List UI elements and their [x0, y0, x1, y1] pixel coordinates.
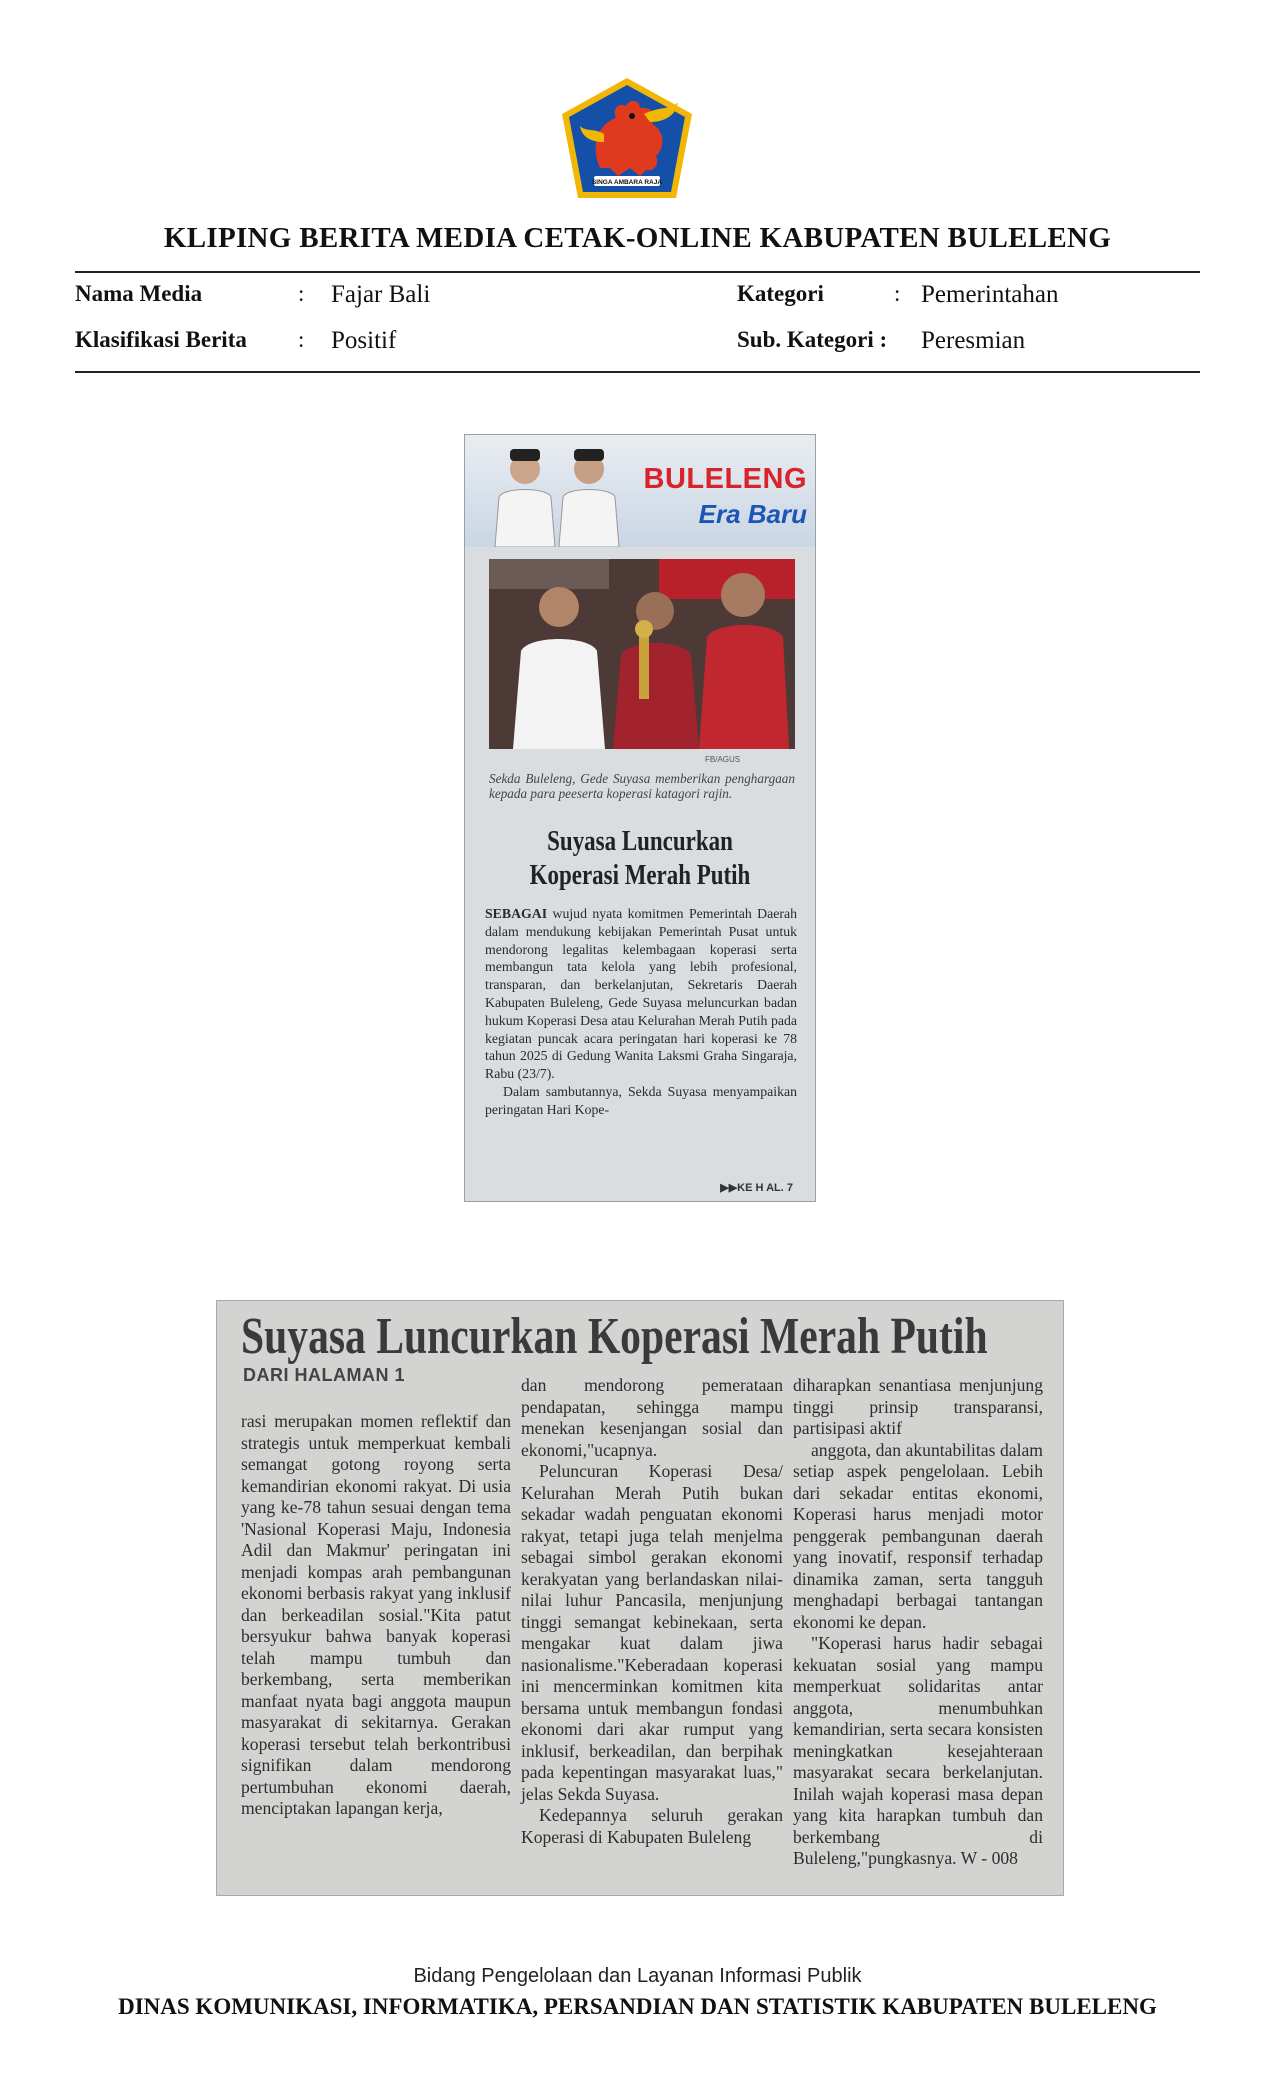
- lead-word: SEBAGAI: [485, 906, 548, 921]
- photo-credit: FB/AGUS: [705, 755, 741, 764]
- continued-indicator: ▶▶KE H AL. 7: [720, 1182, 793, 1194]
- regency-logo: [560, 76, 694, 200]
- header-divider-top: [75, 271, 1200, 273]
- officials-portrait: [483, 435, 633, 547]
- media-value: Fajar Bali: [331, 281, 431, 308]
- article-paragraph: Dalam sambutannya, Sekda Suyasa menyampaikan peringatan Hari Kope-: [485, 1083, 797, 1117]
- article-column-3: [793, 1375, 1043, 1870]
- article-paragraph: Peluncuran Koperasi Desa/ Kelurahan Merah Putih bukan sekadar wadah penguatan ekonomi rakyat, tetapi juga telah menjelma sebagai simbol gerakan ekonomi kerakyatan yang berlandaskan nilai-nilai luhur Pancasila, menjunjung tinggi semangat kebinekaan, serta mengakar kuat dalam jiwa nasionalisme."Keberadaan koperasi ini mencerminkan komitmen kita bersama untuk membangun fondasi ekonomi dari akar rumput yang inklusif, berkeadilan, dan berpihak pada kepentingan masyarakat luas," jelas Sekda Suyasa.: [521, 1461, 783, 1804]
- category-colon: :: [894, 281, 901, 306]
- section-brand-subtitle: Era Baru: [698, 499, 807, 529]
- footer-division: Bidang Pengelolaan dan Layanan Informasi Publik: [413, 1965, 862, 1987]
- footer-agency: DINAS KOMUNIKASI, INFORMATIKA, PERSANDIAN DAN STATISTIK KABUPATEN BULELENG: [118, 1994, 1157, 2019]
- media-label: Nama Media: [75, 281, 203, 306]
- article-column-2: [521, 1375, 783, 1848]
- subcategory-value: Peresmian: [921, 327, 1026, 354]
- header-divider-bottom: [75, 371, 1200, 373]
- paragraph-text: wujud nyata komitmen Pemerintah Daerah dalam mendukung kebijakan Pemerintah Pusat untuk mendorong legalitas kelembagaan koperasi serta membangun tata kelola yang lebih profesional, transparan, dan berkelanjutan, Sekretaris Daerah Kabupaten Buleleng, Gede Suyasa meluncurkan badan hukum Koperasi Desa atau Kelurahan Merah Putih pada kegiatan puncak acara peringatan hari koperasi ke 78 tahun 2025 di Gedung Wanita Laksmi Graha Singaraja, Rabu (23/7).: [485, 906, 797, 1082]
- newspaper-clipping-front: [464, 434, 816, 1202]
- article-paragraph: [485, 905, 797, 1083]
- section-banner: [465, 435, 815, 547]
- article-paragraph: rasi merupakan momen reflektif dan strategis untuk memperkuat kembali semangat gotong royong serta kemandirian ekonomi rakyat. Di usia yang ke-78 tahun sesuai dengan tema 'Nasional Koperasi Maju, Indonesia Adil dan Makmur' peringatan ini menjadi kompas arah pembangunan ekonomi berbasis rakyat yang inklusif dan berkeadilan sosial."Kita patut bersyukur bahwa banyak koperasi telah mampu tumbuh dan berkembang, serta memberikan manfaat nyata bagi anggota maupun masyarakat di sekitarnya. Gerakan koperasi tersebut telah berkontribusi signifikan dalam mendorong pertumbuhan ekonomi daerah, menciptakan lapangan kerja,: [241, 1411, 511, 1818]
- section-brand-title: BULELENG: [643, 463, 807, 495]
- article-paragraph: dan mendorong pemerataan pendapatan, sehingga mampu menekan kesenjangan sosial dan ekonomi,"ucapnya.: [521, 1375, 783, 1460]
- from-page-label: DARI HALAMAN 1: [243, 1365, 405, 1385]
- article-paragraph: diharapkan senantiasa menjunjung tinggi prinsip transparansi, partisipasi aktif: [793, 1375, 1043, 1438]
- news-photo: [489, 559, 795, 749]
- classification-value: Positif: [331, 327, 397, 354]
- article-paragraph: "Koperasi harus hadir sebagai kekuatan sosial yang mampu memperkuat solidaritas antar anggota, menumbuhkan kemandirian, serta secara konsisten meningkatkan kesejahteraan masyarakat secara berkelanjutan. Inilah wajah koperasi masa depan yang kita harapkan tumbuh dan berkembang di Buleleng,"pungkasnya. W - 008: [793, 1633, 1043, 1868]
- category-value: Pemerintahan: [921, 281, 1059, 308]
- category-label: Kategori: [737, 281, 824, 306]
- article-headline: [508, 825, 772, 893]
- regency-emblem-icon: [560, 76, 694, 200]
- continuation-headline: Suyasa Luncurkan Koperasi Merah Putih: [241, 1308, 988, 1365]
- article-column-1: [241, 1411, 511, 1820]
- classification-colon: :: [298, 327, 305, 352]
- newspaper-clipping-continuation: [216, 1300, 1064, 1896]
- classification-label: Klasifikasi Berita: [75, 327, 247, 352]
- headline-line-1: Suyasa Luncurkan: [547, 826, 733, 857]
- headline-line-2: Koperasi Merah Putih: [529, 860, 751, 891]
- article-body: [485, 905, 797, 1119]
- media-colon: :: [298, 281, 305, 306]
- logo-motto: SINGA AMBARA RAJA: [591, 179, 663, 186]
- photo-caption: Sekda Buleleng, Gede Suyasa memberikan penghargaan kepada para peeserta koperasi katagori rajin.: [489, 771, 795, 801]
- award-ceremony-photo: [489, 559, 795, 749]
- article-paragraph: anggota, dan akuntabilitas dalam setiap aspek pengelolaan. Lebih dari sekadar entitas ekonomi, Koperasi harus menjadi motor penggerak pembangunan daerah yang inovatif, responsif terhadap dinamika zaman, serta tangguh menghadapi berbagai tantangan ekonomi ke depan.: [793, 1439, 1043, 1632]
- subcategory-label: Sub. Kategori :: [737, 327, 888, 352]
- document-title: KLIPING BERITA MEDIA CETAK-ONLINE KABUPATEN BULELENG: [163, 222, 1112, 254]
- article-paragraph: Kedepannya seluruh gerakan Koperasi di Kabupaten Buleleng: [521, 1805, 783, 1847]
